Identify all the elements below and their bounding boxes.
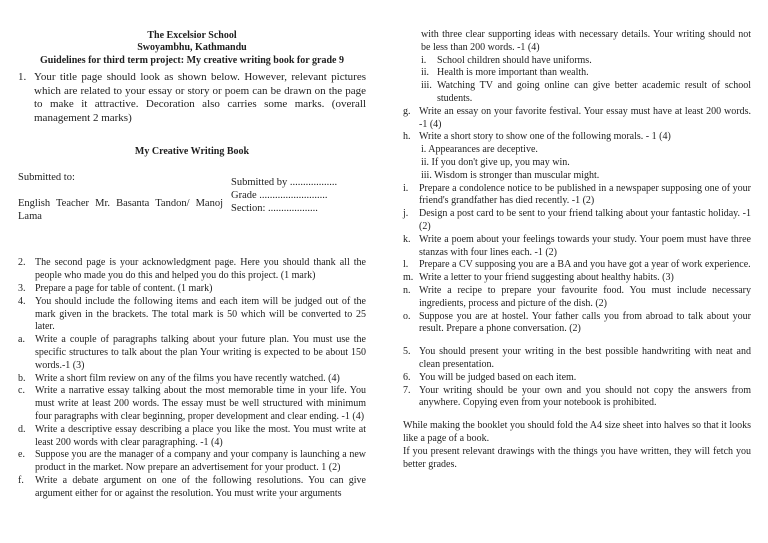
right-column	[403, 29, 751, 471]
task-item	[403, 131, 751, 144]
item-text: Your writing should be your own and you should not copy the answers from anywhere. Copying even from your notebook is prohibited.	[419, 384, 751, 409]
task-marker: g.	[403, 105, 411, 117]
task-text: Write a couple of paragraphs talking about your future plan. You must use the specific structures to talk about the plan Your writing is expected to be about 150 words.-1 (3)	[35, 334, 366, 371]
left-column	[18, 0, 366, 501]
list-item	[18, 296, 366, 334]
item-1	[18, 71, 366, 125]
item-text: Your title page should look as shown below. However, relevant pictures which are related to your essay or story or poem can be drawn on the page to make it attractive. Decoration also carries some marks. (overall management 2 marks)	[34, 71, 366, 124]
list-item	[18, 257, 366, 283]
resolution-marker: ii.	[421, 67, 430, 79]
task-item	[18, 475, 366, 501]
spacer	[403, 410, 751, 420]
item-marker: 5.	[403, 346, 411, 358]
task-text: Write a narrative essay talking about the most memorable time in your life. You must write at least 200 words. The essay must be well structured with minimum four paragraphs with clear beginning, proper development and clear ending. -1 (4)	[35, 385, 366, 422]
task-item	[18, 373, 366, 386]
moral-item: i. Appearances are deceptive.	[421, 144, 538, 156]
task-item	[18, 424, 366, 450]
resolution-text: Watching TV and going online can give better academic result of school students.	[437, 80, 751, 104]
student-fields	[231, 176, 337, 215]
moral-item: ii. If you don't give up, you may win.	[421, 156, 570, 168]
grade-field: Grade ..........................	[231, 190, 328, 202]
task-item	[403, 272, 751, 285]
task-marker: f.	[18, 474, 24, 486]
task-text: Write a poem about your feelings towards your study. Your poem must have three stanzas with four lines each. -1 (2)	[419, 233, 751, 258]
task-item	[403, 106, 751, 132]
task-text: Write a short film review on any of the films you have recently watched. (4)	[35, 372, 340, 384]
closing-paragraph: While making the booklet you should fold the A4 size sheet into halves so that it looks like a page of a book.	[403, 420, 751, 444]
resolution-text: Health is more important than wealth.	[437, 67, 589, 79]
moral-item: iii. Wisdom is stronger than muscular might.	[421, 169, 600, 181]
task-marker: o.	[403, 310, 411, 322]
task-marker: l.	[403, 259, 409, 271]
task-marker: a.	[18, 334, 25, 346]
task-text: Prepare a CV supposing you are a BA and you have got a year of work experience.	[419, 259, 751, 271]
resolution-text: School children should have uniforms.	[437, 54, 592, 66]
debate-resolutions	[403, 55, 751, 106]
item-text: The second page is your acknowledgment page. Here you should thank all the people who made you do this and helped you do this project. (1 mark)	[35, 257, 366, 282]
task-marker: c.	[18, 385, 25, 397]
submitted-to-label: Submitted to:	[18, 172, 75, 184]
school-location: Swoyambhu, Kathmandu	[137, 42, 247, 54]
item-text: Prepare a page for table of content. (1 mark)	[35, 282, 213, 294]
task-item	[403, 208, 751, 234]
cover-sample	[18, 171, 366, 257]
task-text: Write a recipe to prepare your favourite food. You must include necessary ingredients, process and picture of the dish. (2)	[419, 284, 751, 309]
task-marker: e.	[18, 449, 25, 461]
task-text: Suppose you are the manager of a company and your company is launching a new product in the market. Now prepare an advertisement for your product. 1 (2)	[35, 449, 366, 474]
task-marker: n.	[403, 284, 411, 296]
list-item	[403, 346, 751, 372]
task-text: Prepare a condolence notice to be published in a newspaper supposing one of your friend's grandfather has died recently. -1 (2)	[419, 182, 751, 207]
task-text: Write an essay on your favorite festival. Your essay must have at least 200 words. -1 (4)	[419, 105, 751, 130]
task-marker: k.	[403, 233, 411, 245]
task-item	[403, 183, 751, 209]
resolution-item	[403, 67, 751, 80]
task-item	[403, 311, 751, 337]
item-marker: 7.	[403, 384, 411, 396]
item-text: You should present your writing in the best possible handwriting with neat and clean presentation.	[419, 346, 751, 370]
task-f-continued: with three clear supporting ideas with necessary details. Your writing should not be less than 200 words. -1 (4)	[421, 29, 751, 53]
task-text: Design a post card to be sent to your friend talking about your fantastic holiday. -1 (2)	[419, 208, 751, 232]
task-marker: h.	[403, 131, 411, 143]
item-text: You should include the following items and each item will be judged out of the mark given in the brackets. The total mark is 50 which will be converted to 25 later.	[35, 295, 366, 333]
task-text: Write a debate argument on one of the following resolutions. You can give argument either for or against the resolution. You must write your arguments	[35, 474, 366, 499]
task-text: Suppose you are at hostel. Your father calls you from abroad to talk about your result. Prepare a phone conversation. (2)	[419, 310, 751, 335]
submitted-by-field: Submitted by ..................	[231, 177, 338, 189]
closing-paragraph: If you present relevant drawings with the things you have written, they will fetch you better grades.	[403, 445, 751, 470]
resolution-marker: iii.	[421, 80, 432, 92]
item-text: You will be judged based on each item.	[419, 371, 577, 383]
task-text: Write a letter to your friend suggesting about healthy habits. (3)	[419, 272, 674, 284]
item-marker: 4.	[18, 295, 26, 307]
task-text: Write a descriptive essay describing a place you like the most. You must write at least 200 words with clear paragraphing. -1 (4)	[35, 423, 366, 448]
task-list-right	[403, 183, 751, 337]
morals-list	[403, 144, 751, 182]
task-list-left	[18, 334, 366, 500]
task-marker: m.	[403, 272, 414, 284]
school-name: The Excelsior School	[147, 30, 237, 41]
resolution-item	[403, 80, 751, 106]
task-marker: b.	[18, 372, 26, 384]
task-item	[403, 234, 751, 260]
task-marker: i.	[403, 182, 409, 194]
list-item	[403, 372, 751, 385]
resolution-item	[403, 55, 751, 68]
task-item	[403, 285, 751, 311]
item-marker: 1.	[18, 71, 27, 84]
task-text: Write a short story to show one of the following morals. - 1 (4)	[419, 131, 671, 143]
list-item	[18, 283, 366, 296]
task-marker: d.	[18, 423, 26, 435]
section-field: Section: ...................	[231, 203, 318, 215]
teacher-name: English Teacher Mr. Basanta Tandon/ Manoj Lama	[18, 198, 223, 223]
numbered-items	[18, 257, 366, 334]
task-item	[18, 334, 366, 372]
cover-title: My Creative Writing Book	[134, 145, 250, 157]
task-marker: j.	[403, 208, 409, 220]
item-marker: 6.	[403, 371, 411, 383]
guidelines-title: Guidelines for third term project: My creative writing book for grade 9	[40, 54, 344, 66]
item-marker: 3.	[18, 282, 26, 294]
item-marker: 2.	[18, 257, 26, 269]
resolution-marker: i.	[421, 54, 427, 66]
task-item	[18, 385, 366, 423]
task-item	[403, 259, 751, 272]
closing-notes	[403, 420, 751, 471]
list-item	[403, 385, 751, 411]
final-items	[403, 346, 751, 410]
task-item	[18, 449, 366, 475]
spacer	[403, 336, 751, 346]
